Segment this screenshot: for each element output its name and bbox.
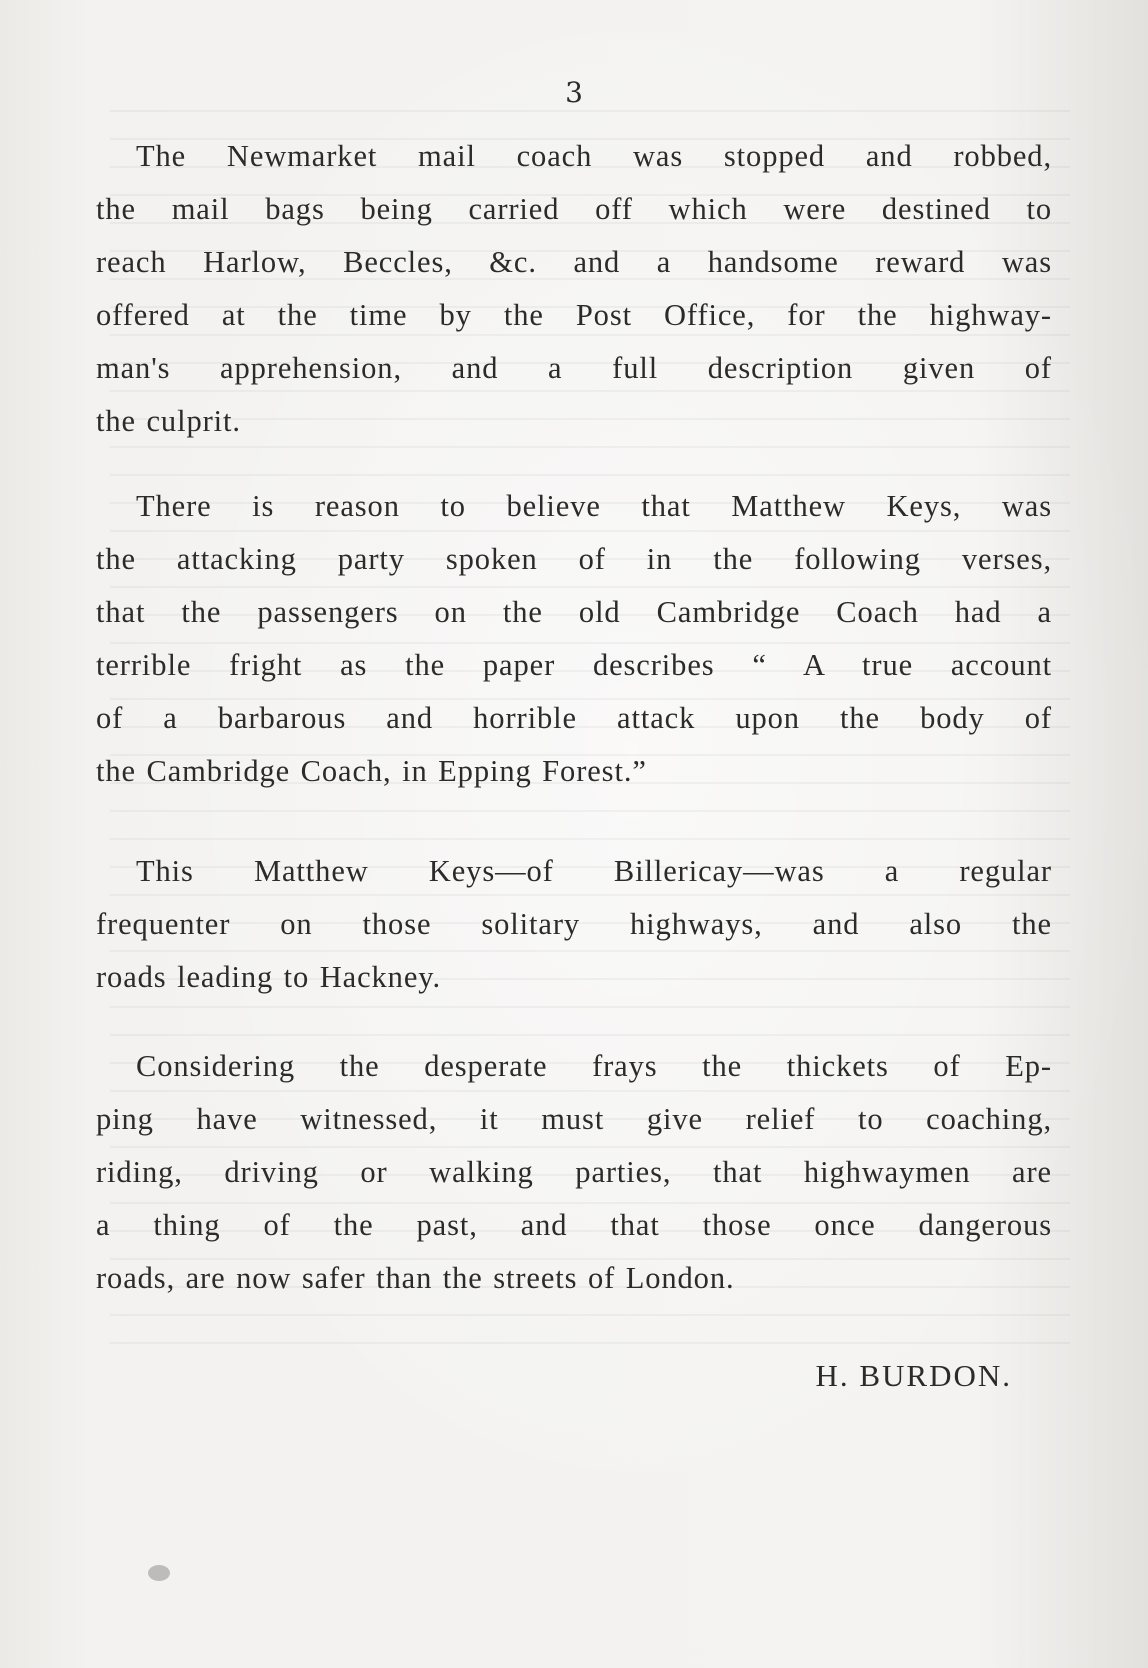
text-line: ping have witnessed, it must give relief to coaching, [96, 1102, 1052, 1136]
text-line: a thing of the past, and that those once dangerous [96, 1208, 1052, 1242]
text-line: roads, are now safer than the streets of London. [96, 1261, 735, 1295]
text-line: riding, driving or walking parties, that highwaymen are [96, 1155, 1052, 1189]
text-line: man's apprehension, and a full description given of [96, 351, 1052, 385]
text-line: the Cambridge Coach, in Epping Forest.” [96, 754, 647, 788]
author-signature: H. BURDON. [815, 1358, 1012, 1393]
text-line: frequenter on those solitary highways, and also the [96, 907, 1052, 941]
text-line: Considering the desperate frays the thickets of Ep- [136, 1049, 1052, 1083]
text-line: the attacking party spoken of in the following verses, [96, 542, 1052, 576]
paragraph-newmarket-coach [96, 130, 1052, 448]
text-line: that the passengers on the old Cambridge Coach had a [96, 595, 1052, 629]
text-line: There is reason to believe that Matthew Keys, was [136, 489, 1052, 523]
text-line: the culprit. [96, 404, 241, 438]
text-line: terrible fright as the paper describes “ A true account [96, 648, 1052, 682]
text-line: reach Harlow, Beccles, &c. and a handsome reward was [96, 245, 1052, 279]
ink-smudge [148, 1565, 170, 1581]
text-line: offered at the time by the Post Office, for the highway- [96, 298, 1052, 332]
text-line: roads leading to Hackney. [96, 960, 441, 994]
paragraph-matthew-keys-attack [96, 480, 1052, 798]
text-line: The Newmarket mail coach was stopped and robbed, [136, 139, 1052, 173]
page-number: 3 [565, 76, 583, 109]
text-line: of a barbarous and horrible attack upon the body of [96, 701, 1052, 735]
paragraph-billericay [96, 845, 1052, 1004]
text-line: the mail bags being carried off which were destined to [96, 192, 1052, 226]
paragraph-epping-thickets [96, 1040, 1052, 1305]
text-line: This Matthew Keys—of Billericay—was a regular [136, 854, 1052, 888]
